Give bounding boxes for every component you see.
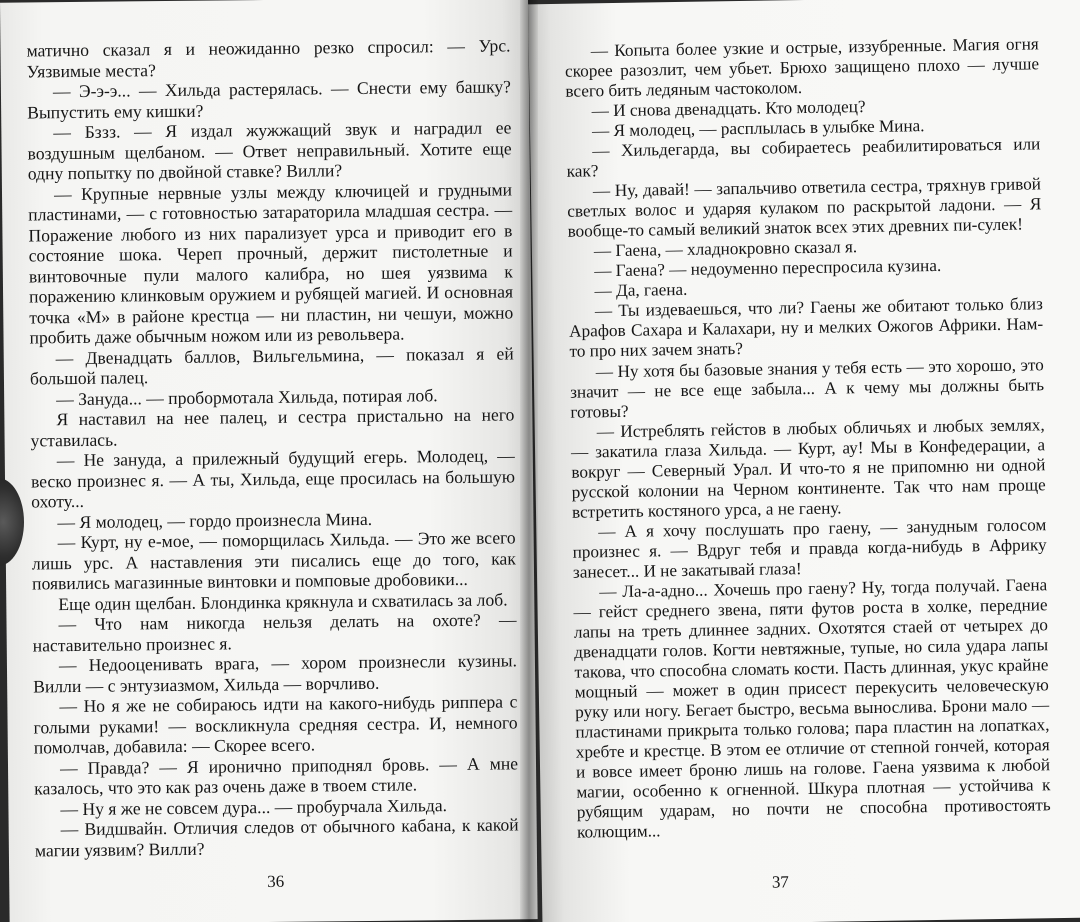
paragraph: — Я молодец, — гордо произнесла Мина.	[57, 508, 373, 532]
paragraph: — Гаена? — недоуменно переспросила кузина.	[594, 256, 942, 281]
paragraph: — Ла-а-адно... Хочешь про гаену? Ну, тогда получай. Гаена — гейст среднего звена, пяти футов роста в холке, передние лапы на треть длиннее задних. Охотятся стаей от четырех до двенадцати голов. Когти невтяжные, тупые, но сила удара лапы такова, что способна сломать кости. Пасть длинная, укус крайне мощный — может в один присест перекусить человеческую руку или ногу. Бегает быстро, весьма вынослива. Брони мало — пластинами прикрыта только голова; пара пластин на лопатках, хребте и крестце. В этом ее отличие от степной гончей, которая и вовсе имеет броню лишь на голове. Гаена уязвима к любой магии, особенно к огненной. Шкура плотная — устойчива к рубящим ударам, но почти не способна противостоять колющим...	[573, 575, 1051, 842]
paragraph: — Хильдегарда, вы собираетесь реабилитироваться или как?	[566, 134, 1041, 181]
paragraph: — А я хочу послушать про гаену, — занудным голосом произнес я. — Вдруг тебя и правда когда-нибудь в Африку занесет... И не закатывай глаза!	[572, 515, 1047, 582]
paragraph: — Истреблять гейстов в любых обличьях и любых землях, — закатила глаза Хильда. — Курт, ау! Мы в Конфедерации, а вокруг — Северный Урал. И что-то я не припомню ни одной русской колонии на Черном континенте. Так что нам проще встретить костяного урса, а не гаену.	[570, 414, 1046, 522]
paragraph: — Не зануда, а прилежный будущий егерь. Молодец, — веско произнес я. — А ты, Хильда, еще просилась на большую охоту...	[30, 445, 516, 512]
paragraph: — Двенадцать баллов, Вильгельмина, — показал я ей большой палец.	[29, 342, 514, 389]
page-number: 37	[771, 872, 789, 892]
paragraph: — Видшвайн. Отличия следов от обычного кабана, к какой магии уязвим? Вилли?	[34, 814, 519, 860]
paragraph: — Гаена, — хладнокровно сказал я.	[593, 237, 858, 261]
paragraph: — Э-э-э... — Хильда растерялась. — Снести ему башку? Выпустить ему кишки?	[27, 76, 512, 122]
left-page-text	[26, 35, 519, 860]
paragraph: — Ну я же не совсем дура... — пробурчала Хильда.	[60, 794, 448, 819]
left-page	[0, 0, 538, 922]
right-page	[528, 0, 1080, 922]
paragraph: Еще один щелбан. Блондинка крякнула и схватилась за лоб.	[58, 588, 508, 614]
paragraph: — Курт, ну е-мое, — поморщилась Хильда. — Это же всего лишь урс. А наставления эти писались еще до того, как появились магазинные винтовки и помповые дробовики...	[31, 527, 516, 594]
paragraph: матично сказал я и неожиданно резко спросил: — Урс. Уязвимые места?	[26, 35, 511, 81]
paragraph: — Копыта более узкие и острые, иззубренные. Магия огня скорее разозлит, чем убьет. Брюхо защищено плохо — лучше всего бить ледяным частоколом.	[564, 34, 1040, 101]
book-spine-shadow	[520, 0, 538, 922]
paragraph: — Да, гаена.	[594, 280, 688, 301]
right-page-text	[565, 34, 1052, 843]
page-number: 36	[267, 871, 285, 892]
paragraph: — Ты издеваешься, что ли? Гаены же обитают только близ Арафов Сахара и Калахари, ну и мелких Ожогов Африки. Нам-то про них зачем знать?	[569, 294, 1044, 362]
paragraph: — Недооценивать врага, — хором произнесли кузины. Вилли — с энтузиазмом, Хильда — ворчливо.	[33, 650, 518, 696]
paragraph: — Ну хотя бы базовые знания у тебя есть — это хорошо, это значит — не все еще забыла... А к чему мы должны быть готовы?	[569, 354, 1045, 422]
paragraph: — Правда? — Я иронично приподнял бровь. — А мне казалось, что это как раз очень даже в твоем стиле.	[34, 752, 519, 799]
paragraph: — И снова двенадцать. Кто молодец?	[591, 97, 866, 121]
paragraph: Я наставил на нее палец, и сестра пристально на него уставилась.	[30, 404, 515, 450]
paragraph: — Зануда... — пробормотала Хильда, потирая лоб.	[56, 384, 438, 409]
paragraph: — Крупные нервные узлы между ключицей и грудными пластинами, — с готовностью затараторила младшая сестра. — Поражение любого из них парализует урса и приводит его в состояние шока. Череп прочный, держит пистолетные и винтовочные пули малого калибра, но шея уязвима к поражению клинковым оружием и рубящей магией. И основная точка «М» в районе крестца — ни пластин, ни чешуи, можно пробить даже обычным ножом или из револьвера.	[28, 178, 514, 348]
paragraph: — Ну, давай! — запальчиво ответила сестра, тряхнув гривой светлых волос и ударяя кулаком по раскрытой ладони. — Я вообще-то самый великий знаток всех этих древних пи-сулек!	[567, 174, 1042, 242]
paragraph: — Что нам никогда нельзя делать на охоте? — наставительно произнес я.	[32, 609, 517, 655]
paragraph: — Но я же не собираюсь идти на какого-нибудь риппера с голыми руками! — воскликнула средняя сестра. И, немного помолчав, добавила: — Скорее всего.	[33, 691, 518, 758]
paragraph: — Бззз. — Я издал жужжащий звук и наградил ее воздушным щелбаном. — Ответ неправильный. Хотите еще одну попытку по двойной ставке? Вилли?	[27, 117, 512, 184]
paragraph: — Я молодец, — расплылась в улыбке Мина.	[591, 116, 925, 141]
